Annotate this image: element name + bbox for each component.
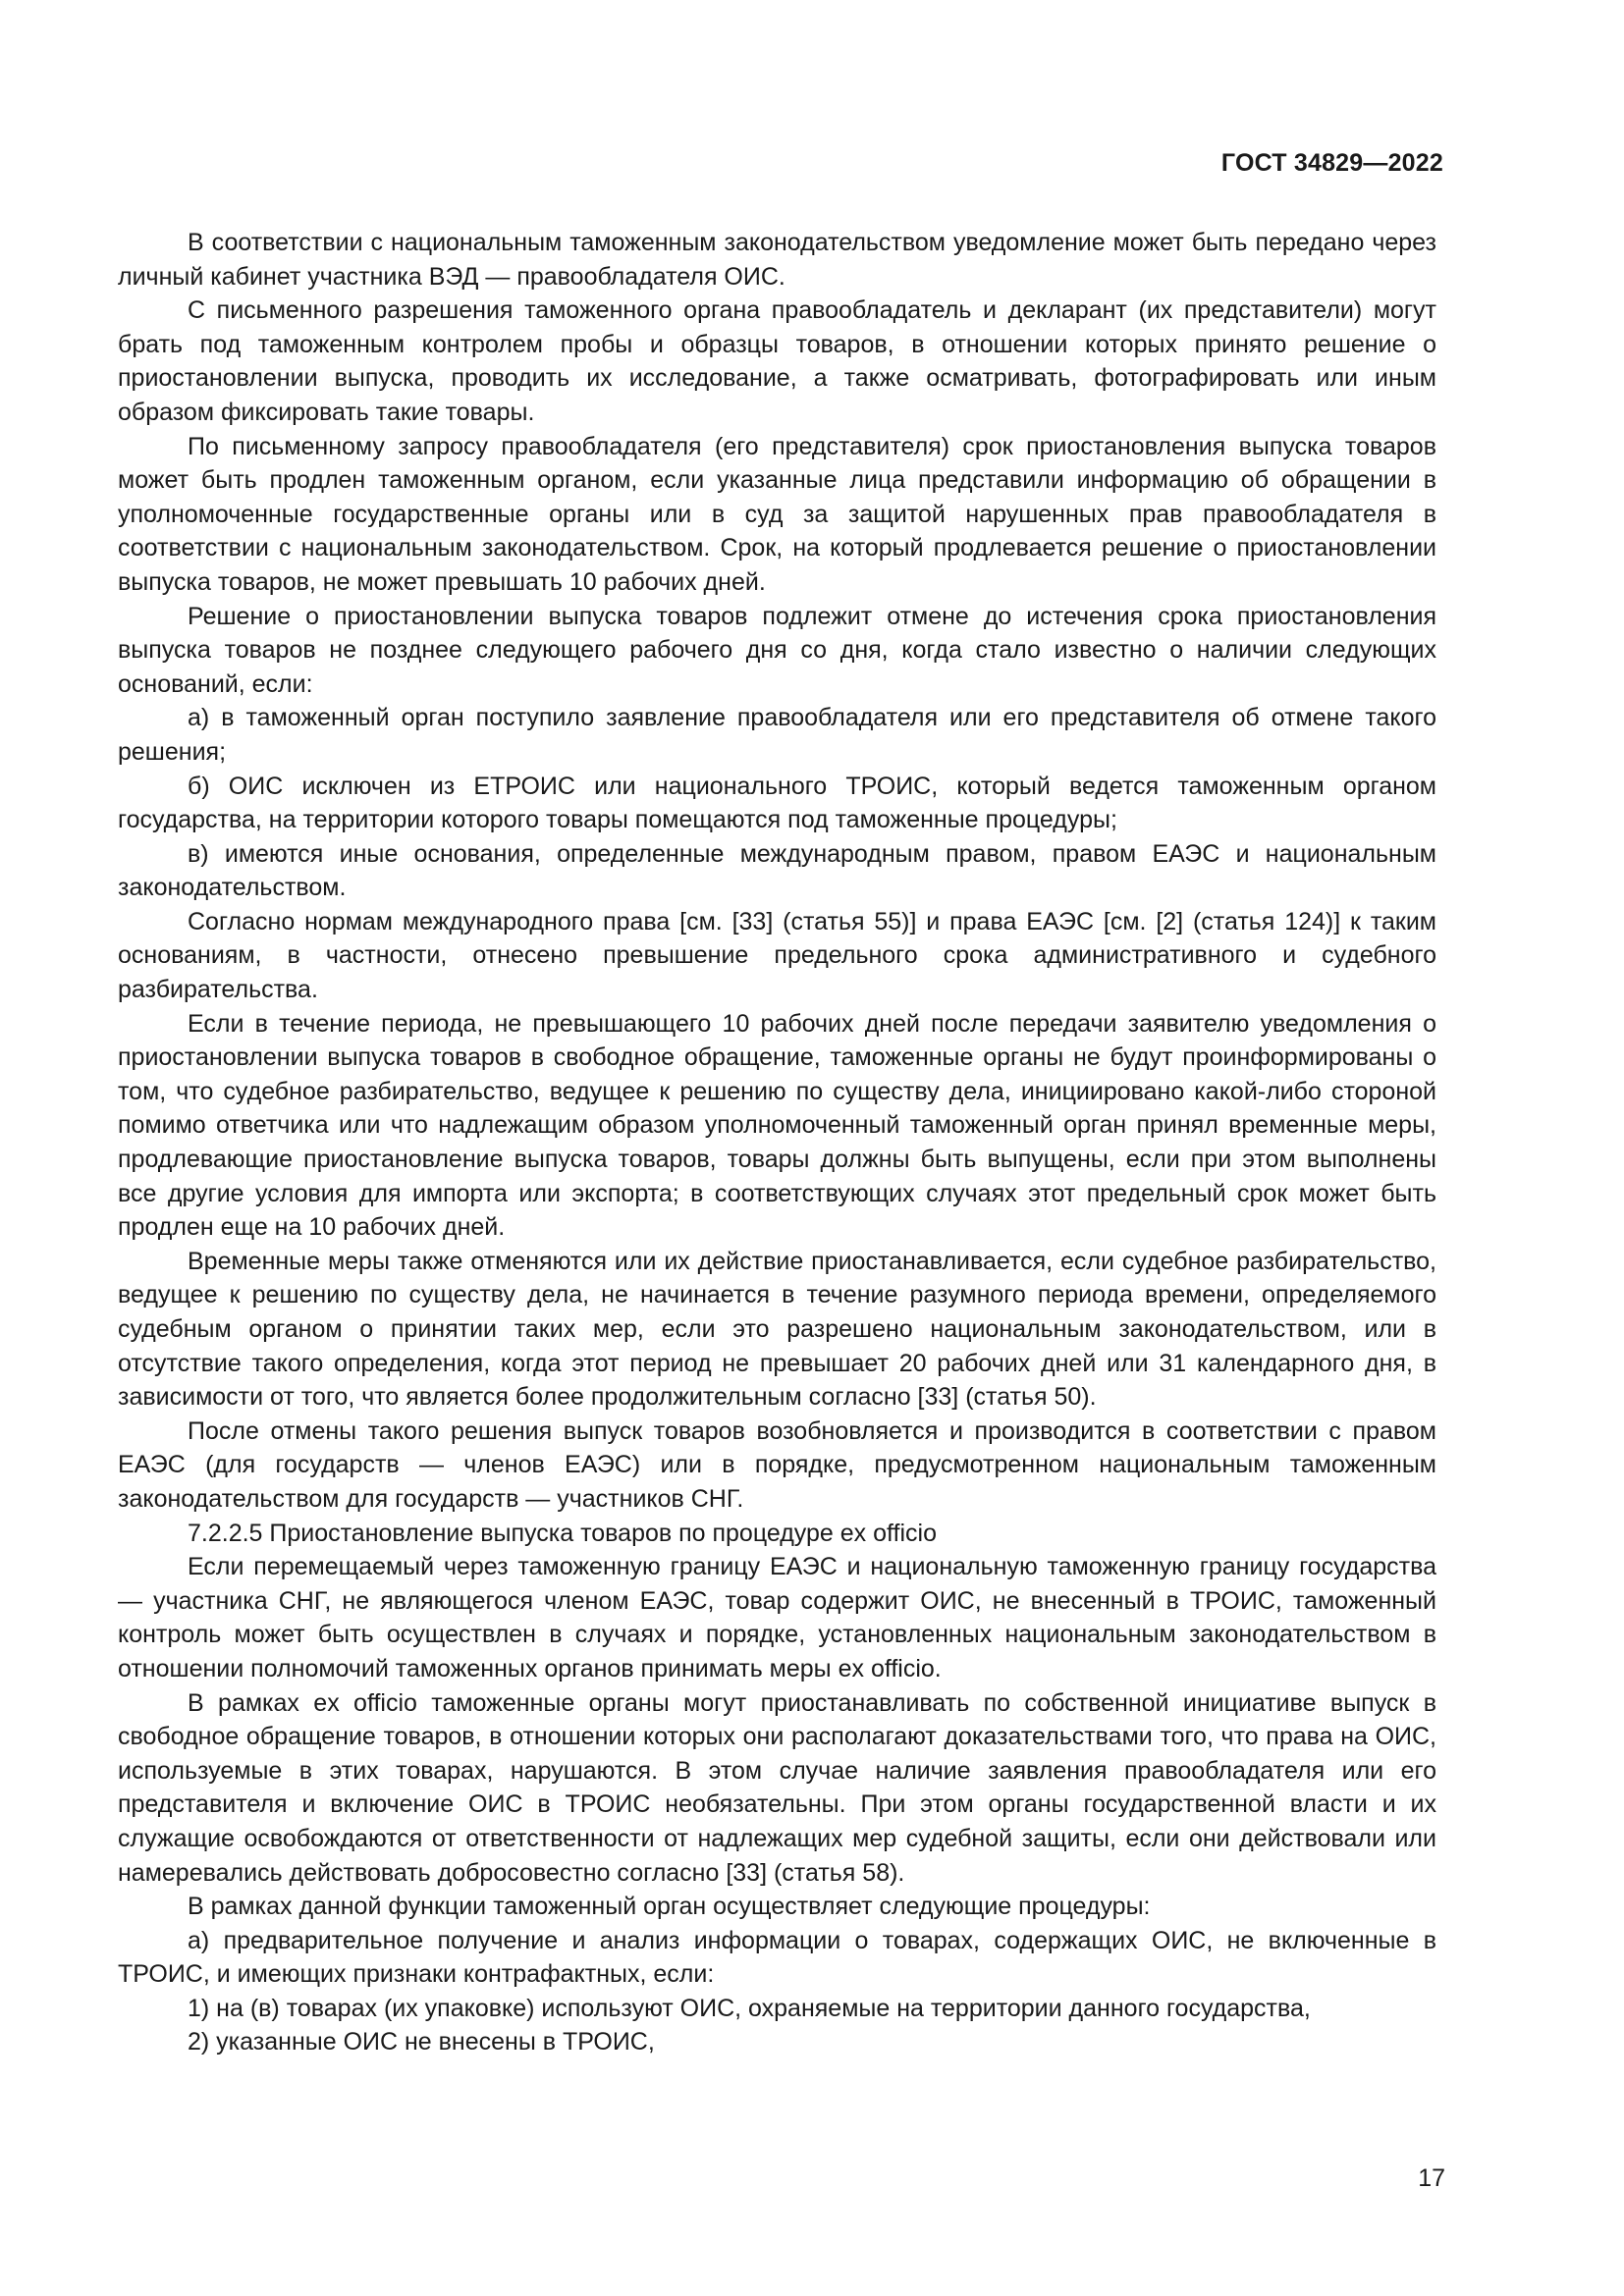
paragraph: Если в течение периода, не превышающего 10 рабочих дней после передачи заявителю уведомления о приостановлении выпуска товаров в свободное обращение, таможенные органы не будут проинформированы о том, что судебное разбирательство, ведущее к решению по существу дела, инициировано какой-либо стороной помимо ответчика или что надлежащим образом уполномоченный таможенный орган принял временные меры, продлевающие приостановление выпуска товаров, товары должны быть выпущены, если при этом выполнены все другие условия для импорта или экспорта; в соответствующих случаях этот предельный срок может быть продлен еще на 10 рабочих дней.	[118, 1009, 1436, 1242]
paragraph: В соответствии с национальным таможенным законодательством уведомление может быть передано через личный кабинет участника ВЭД — правообладателя ОИС.	[118, 229, 1436, 291]
list-item: 1) на (в) товарах (их упаковке) используют ОИС, охраняемые на территории данного государства,	[188, 1994, 1311, 2022]
paragraph: В рамках данной функции таможенный орган осуществляет следующие процедуры:	[188, 1893, 1151, 1921]
paragraph: По письменному запросу правообладателя (его представителя) срок приостановления выпуска товаров может быть продлен таможенным органом, если указанные лица представили информацию об обращении в уполномоченные государственные органы или в суд за защитой нарушенных прав правообладателя в соответствии с национальным законодательством. Срок, на который продлевается решение о приостановлении выпуска товаров, не может превышать 10 рабочих дней.	[118, 432, 1436, 596]
section-heading: 7.2.2.5 Приостановление выпуска товаров по процедуре ex officio	[188, 1519, 937, 1547]
paragraph: Решение о приостановлении выпуска товаров подлежит отмене до истечения срока приостановления выпуска товаров не позднее следующего рабочего дня со дня, когда стало известно о наличии следующих оснований, если:	[118, 602, 1436, 698]
document-header: ГОСТ 34829—2022	[1220, 149, 1443, 177]
paragraph: Если перемещаемый через таможенную границу ЕАЭС и национальную таможенную границу государства — участника СНГ, не являющегося членом ЕАЭС, товар содержит ОИС, не внесенный в ТРОИС, таможенный контроль может быть осуществлен в случаях и порядке, установленных национальным законодательством в отношении полномочий таможенных органов принимать меры ex officio.	[118, 1553, 1436, 1682]
list-item: б) ОИС исключен из ЕТРОИС или национального ТРОИС, который ведется таможенным органом государства, на территории которого товары помещаются под таможенные процедуры;	[118, 772, 1436, 834]
paragraph: Согласно нормам международного права [см. [33] (статья 55)] и права ЕАЭС [см. [2] (статья 124)] к таким основаниям, в частности, отнесено превышение предельного срока административного и судебного разбирательства.	[118, 907, 1436, 1004]
paragraph: В рамках ex officio таможенные органы могут приостанавливать по собственной инициативе выпуск в свободное обращение товаров, в отношении которых они располагают доказательствами того, что права на ОИС, используемые в этих товарах, нарушаются. В этом случае наличие заявления правообладателя или его представителя и включение ОИС в ТРОИС необязательны. При этом органы государственной власти и их служащие освобождаются от ответственности от надлежащих мер судебной защиты, если они действовали или намеревались действовать добросовестно согласно [33] (статья 58).	[118, 1688, 1436, 1887]
document-body	[118, 226, 1436, 2059]
list-item: а) предварительное получение и анализ информации о товарах, содержащих ОИС, не включенные в ТРОИС, и имеющих признаки контрафактных, если:	[118, 1926, 1436, 1989]
paragraph: Временные меры также отменяются или их действие приостанавливается, если судебное разбирательство, ведущее к решению по существу дела, не начинается в течение разумного периода времени, определяемого судебным органом о принятии таких мер, если это разрешено национальным законодательством, или в отсутствие такого определения, когда этот период не превышает 20 рабочих дней или 31 календарного дня, в зависимости от того, что является более продолжительным согласно [33] (статья 50).	[118, 1247, 1436, 1412]
list-item: в) имеются иные основания, определенные международным правом, правом ЕАЭС и национальным законодательством.	[118, 839, 1436, 902]
paragraph: С письменного разрешения таможенного органа правообладатель и декларант (их представители) могут брать под таможенным контролем пробы и образцы товаров, в отношении которых принято решение о приостановлении выпуска, проводить их исследование, а также осматривать, фотографировать или иным образом фиксировать такие товары.	[118, 296, 1436, 426]
page-number: 17	[1418, 2164, 1445, 2192]
list-item: а) в таможенный орган поступило заявление правообладателя или его представителя об отмене такого решения;	[118, 704, 1436, 766]
list-item: 2) указанные ОИС не внесены в ТРОИС,	[188, 2028, 655, 2056]
paragraph: После отмены такого решения выпуск товаров возобновляется и производится в соответствии с правом ЕАЭС (для государств — членов ЕАЭС) или в порядке, предусмотренном национальным таможенным законодательством для государств — участников СНГ.	[118, 1416, 1436, 1513]
